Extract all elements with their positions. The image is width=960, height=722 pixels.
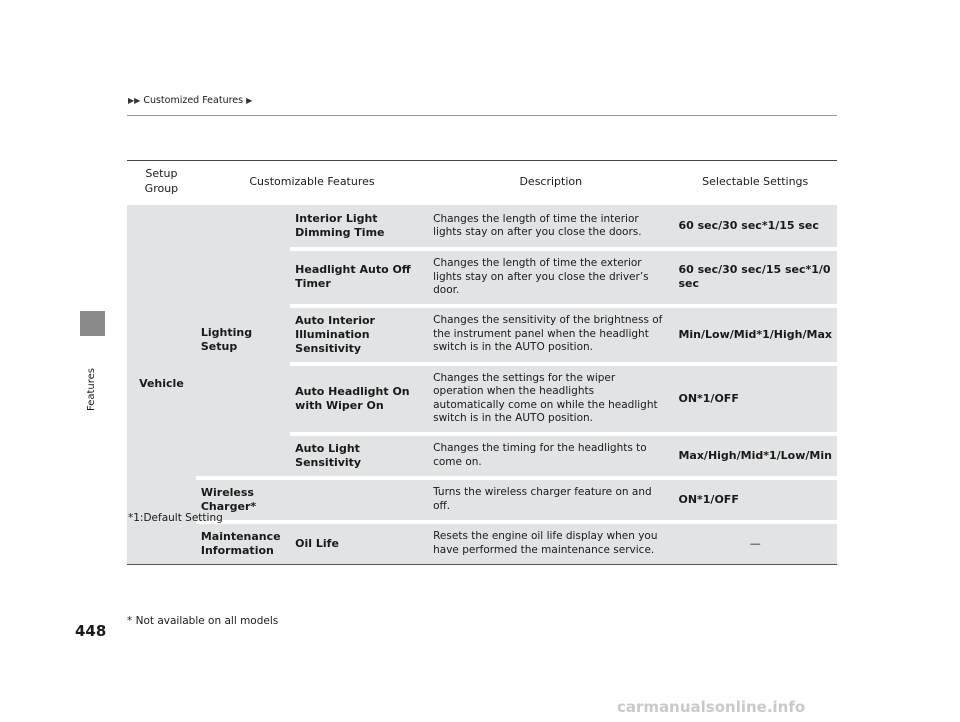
customized-features-table (127, 160, 837, 565)
feature-settings: — (673, 522, 837, 565)
setup-group-vehicle: Vehicle (127, 203, 196, 564)
table-row (127, 203, 837, 249)
breadcrumb-arrow-icon: ▶ (246, 96, 253, 105)
watermark: carmanualsonline.info (617, 698, 806, 716)
section-tab (80, 311, 105, 336)
feature-name: Auto Headlight On with Wiper On (290, 364, 428, 434)
table-row (127, 522, 837, 565)
header-customizable-features: Customizable Features (196, 161, 428, 204)
feature-description: Changes the settings for the wiper operation when the headlights automatically come on while the headlight switch is in the AUTO position. (428, 364, 673, 434)
subgroup-maintenance-information: Maintenance Information (196, 522, 290, 565)
subgroup-wireless-charger: Wireless Charger* (196, 478, 290, 522)
table-header-row (127, 161, 837, 204)
header-description: Description (428, 161, 673, 204)
breadcrumb-arrow-icon: ▶▶ (128, 96, 141, 105)
header-setup-group: Setup Group (127, 161, 196, 204)
feature-name: Headlight Auto Off Timer (290, 249, 428, 306)
feature-description: Changes the sensitivity of the brightness of the instrument panel when the headlight switch is in the AUTO position. (428, 306, 673, 364)
feature-description: Resets the engine oil life display when you have performed the maintenance service. (428, 522, 673, 565)
feature-settings: Max/High/Mid*1/Low/Min (673, 434, 837, 478)
header-selectable-settings: Selectable Settings (673, 161, 837, 204)
feature-description: Changes the timing for the headlights to come on. (428, 434, 673, 478)
feature-settings: 60 sec/30 sec*1/15 sec (673, 203, 837, 249)
feature-description: Changes the length of time the interior lights stay on after you close the doors. (428, 203, 673, 249)
table-row (127, 478, 837, 522)
feature-settings: ON*1/OFF (673, 364, 837, 434)
default-setting-footnote: *1:Default Setting (128, 512, 223, 524)
header-rule (127, 115, 837, 116)
subgroup-lighting: Lighting Setup (196, 203, 290, 478)
feature-name: Oil Life (290, 522, 428, 565)
feature-settings: 60 sec/30 sec/15 sec*1/0 sec (673, 249, 837, 306)
feature-name: Interior Light Dimming Time (290, 203, 428, 249)
feature-name: Auto Light Sensitivity (290, 434, 428, 478)
section-label: Features (86, 368, 97, 411)
page-number: 448 (75, 622, 107, 640)
feature-description: Turns the wireless charger feature on and off. (428, 478, 673, 522)
feature-settings: Min/Low/Mid*1/High/Max (673, 306, 837, 364)
breadcrumb (128, 95, 252, 106)
breadcrumb-title[interactable]: Customized Features (143, 95, 244, 106)
feature-name: Auto Interior Illumination Sensitivity (290, 306, 428, 364)
feature-description: Changes the length of time the exterior lights stay on after you close the driver’s door. (428, 249, 673, 306)
feature-name-empty (290, 478, 428, 522)
availability-note: * Not available on all models (127, 615, 279, 627)
feature-settings: ON*1/OFF (673, 478, 837, 522)
